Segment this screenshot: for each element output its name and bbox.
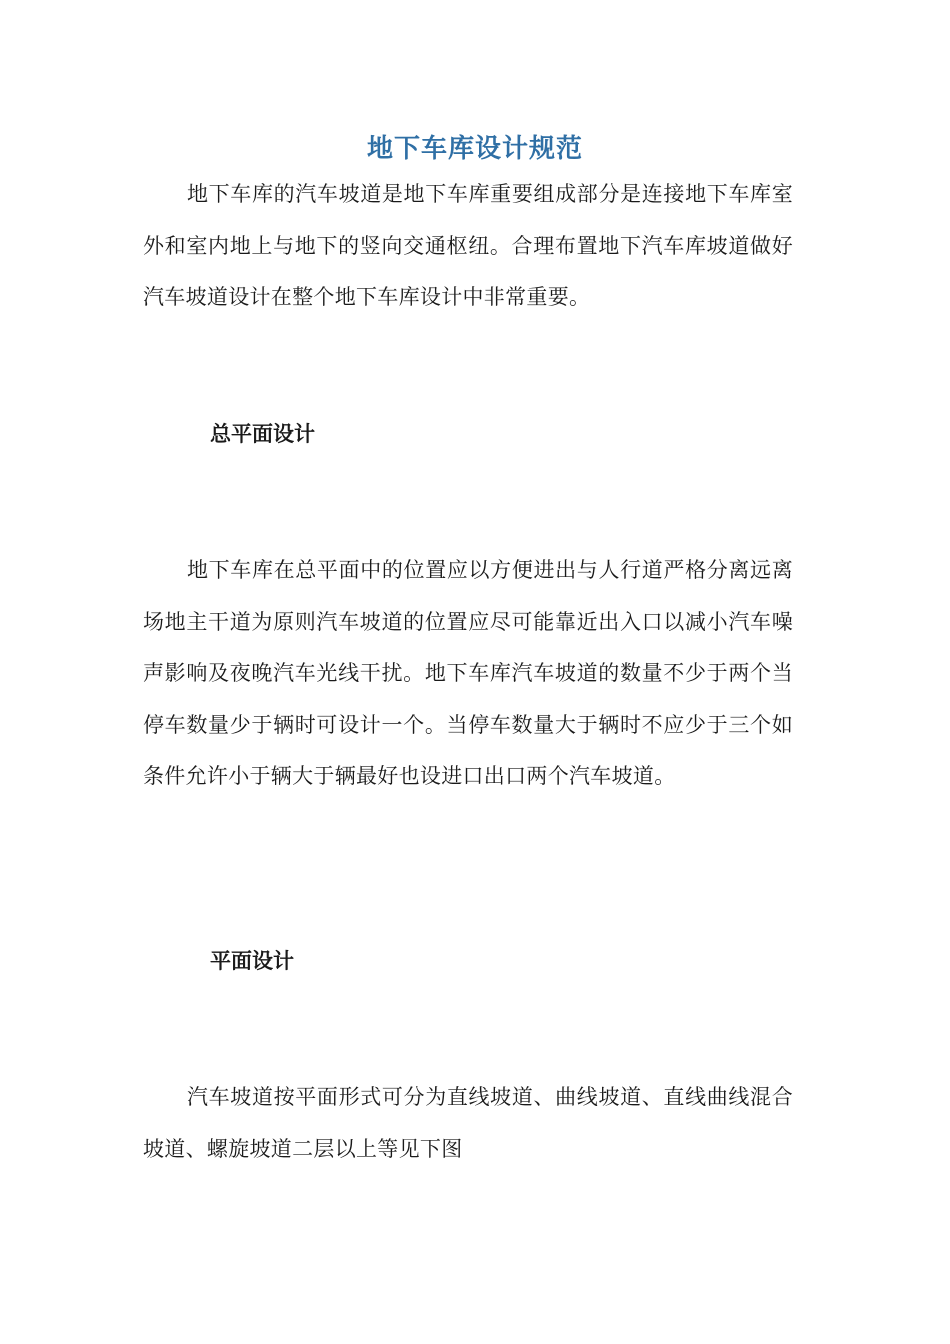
section-heading-site-plan: 总平面设计 xyxy=(210,421,315,446)
document-title: 地下车库设计规范 xyxy=(366,134,583,165)
paragraph-site-plan: 地下车库在总平面中的位置应以方便进出与人行道严格分离远离场地主干道为原则汽车坡道的位置应尽可能靠近出入口以减小汽车噪声影响及夜晚汽车光线干扰。地下车库汽车坡道的数量不少于两个当停车数量少于辆时可设计一个。当停车数量大于辆时不应少于三个如条件允许小于辆大于辆最好也设进口出口两个汽车坡道。 xyxy=(143,558,793,788)
section-heading-plan-design: 平面设计 xyxy=(210,948,294,973)
paragraph-intro: 地下车库的汽车坡道是地下车库重要组成部分是连接地下车库室外和室内地上与地下的竖向交通枢纽。合理布置地下汽车库坡道做好汽车坡道设计在整个地下车库设计中非常重要。 xyxy=(143,182,793,309)
paragraph-plan-design: 汽车坡道按平面形式可分为直线坡道、曲线坡道、直线曲线混合坡道、螺旋坡道二层以上等见下图 xyxy=(143,1085,793,1161)
